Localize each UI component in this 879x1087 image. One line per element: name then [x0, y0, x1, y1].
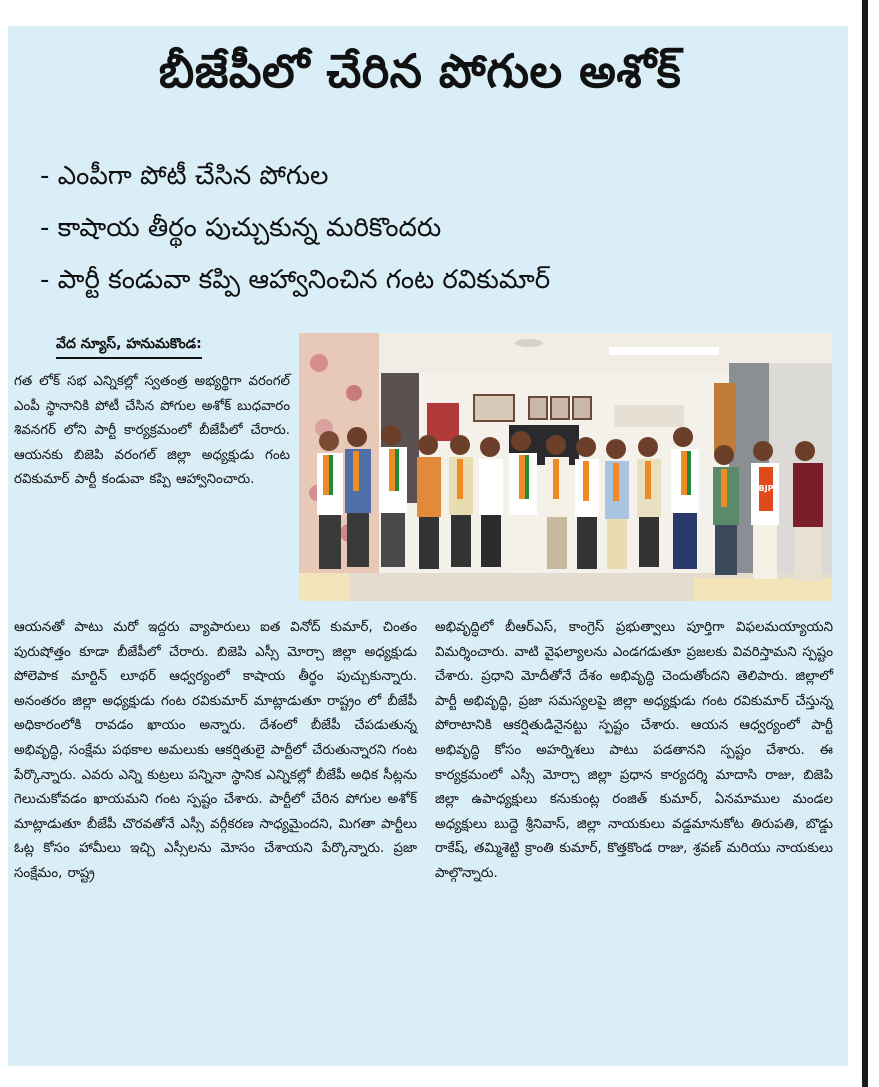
article-column-1: గత లోక్ సభ ఎన్నికల్లో స్వతంత్ర అభ్యర్థిగా వరంగల్ ఎంపీ స్థానానికి పోటీ చేసిన పోగుల అశోక్ బుధవారం శివనగర్ లోని పార్టీ కార్యక్రమంలో బీజేపీలో చేరారు. ఆయనకు బిజెపి వరంగల్ జిల్లా అధ్యక్షుడు గంట రవికుమార్ పార్టీ కండువా కప్పి ఆహ్వానించారు. — [14, 374, 290, 488]
subheading-3: - పార్టీ కండువా కప్పి ఆహ్వానించిన గంట రవికుమార్ — [40, 265, 551, 295]
article-column-3: అభివృద్ధిలో బీఆర్ఎస్, కాంగ్రెస్ ప్రభుత్వాలు పూర్తిగా విఫలమయ్యాయని విమర్శించారు. వాటి వైఫల్యాలను ఎండగడుతూ ప్రజలకు వివరిస్తామని స్పష్టం చేశారు. ప్రధాని మోదీతోనే దేశం అభివృద్ధి చెందుతోందని తెలిపారు. జిల్లాలో పార్టీ అభివృద్ధి, ప్రజా సమస్యలపై జిల్లా అధ్యక్షుడు గంట రవికుమార్ చేస్తున్న పోరాటానికి ఆకర్షితుడినైనట్టు స్పష్టం చేశారు. ఆయన ఆధ్వర్యంలో పార్టీ అభివృద్ధి కోసం అహర్నిశలు పాటు పడతానని స్పష్టం చేశారు. ఈ కార్యక్రమంలో ఎస్సీ మోర్చా జిల్లా ప్రధాన కార్యదర్శి మాదాసి రాజు, బిజెపి జిల్లా ఉపాధ్యక్షులు కనుకుంట్ల రంజిత్ కుమార్, ఏనమాముల మండల అధ్యక్షులు బుద్దె శ్రీనివాస్, జిల్లా నాయకులు వడ్డమానుకోట తిరుపతి, బొడ్డు రాకేష్, తమ్మిశెట్టి క్రాంతి కుమార్, కొత్తకొండ రాజు, శ్రవణ్ మరియు నాయకులు పాల్గొన్నారు. — [435, 620, 833, 881]
subheadings — [40, 150, 830, 306]
article-column-2: ఆయనతో పాటు మరో ఇద్దరు వ్యాపారులు ఐత వినోద్ కుమార్, చింతం పురుషోత్తం కూడా బీజేపీలో చేరారు. బిజెపి ఎస్సీ మోర్చా జిల్లా అధ్యక్షుడు పోలెపాక మార్టిన్ లూథర్ ఆధ్వర్యంలో కాషాయ తీర్థం పుచ్చుకున్నారు. అనంతరం జిల్లా అధ్యక్షుడు గంట రవికుమార్ మాట్లాడుతూ రాష్ట్రం లో బీజేపీ అధికారంలోకి రావడం ఖాయం అన్నారు. దేశంలో బీజేపీ చేపడుతున్న అభివృద్ధి, సంక్షేమ పథకాల అమలుకు ఆకర్షితులై పార్టీలో చేరుతున్నారని గంట పేర్కొన్నారు. ఎవరు ఎన్ని కుట్రలు పన్నినా స్థానిక ఎన్నికల్లో బీజేపీ అధిక సీట్లను గెలుచుకోవడం ఖాయమని గంట స్పష్టం చేశారు. పార్టీలో చేరిన పోగుల అశోక్ మాట్లాడుతూ బీజేపీ చొరవతోనే ఎస్సీ వర్గీకరణ సాధ్యమైందని, మిగతా పార్టీలు ఓట్ల కోసం హామీలు ఇచ్చి ఎస్సీలను మోసం చేశాయని పేర్కొన్నారు. ప్రజా సంక్షేమం, రాష్ట్ర — [14, 620, 417, 881]
page-edge — [862, 0, 868, 1087]
subheading-2: - కాషాయ తీర్థం పుచ్చుకున్న మరికొందరు — [40, 213, 442, 243]
headline: బీజేపీలో చేరిన పోగుల అశోక్ — [158, 44, 682, 98]
group-photo — [299, 333, 832, 601]
banner-text: BJP — [758, 484, 774, 493]
subheading-1: - ఎంపీగా పోటీ చేసిన పోగుల — [40, 161, 329, 191]
dateline: వేద న్యూస్, హనుమకొండ: — [56, 336, 202, 359]
group-photo-illustration — [299, 333, 832, 601]
